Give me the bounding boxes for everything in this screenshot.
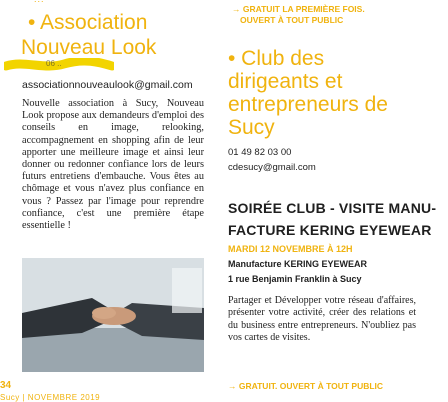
page-footer: Sucy | NOVEMBRE 2019 bbox=[0, 393, 101, 402]
bottom-note: → GRATUIT. OUVERT À TOUT PUBLIC bbox=[228, 381, 384, 391]
club-phone: 01 49 82 03 00 bbox=[228, 147, 292, 158]
top-note-line2: OUVERT À TOUT PUBLIC bbox=[240, 15, 344, 25]
handshake-photo bbox=[22, 258, 204, 372]
redacted-phone: 06 .. bbox=[46, 59, 62, 68]
club-title-line1: • Club des bbox=[228, 47, 325, 70]
club-title-line2: dirigeants et bbox=[228, 70, 343, 93]
association-title-line2: Nouveau Look bbox=[21, 36, 157, 59]
page-number: 34 bbox=[0, 380, 12, 391]
event-title-line1: SOIRÉE CLUB - VISITE MANU- bbox=[228, 200, 437, 216]
event-place: Manufacture KERING EYEWEAR bbox=[228, 259, 368, 269]
left-top-cut-text bbox=[34, 0, 45, 4]
association-email: associationnouveaulook@gmail.com bbox=[22, 79, 193, 91]
club-title-line4: Sucy bbox=[228, 116, 275, 139]
association-title-line1: • Association bbox=[28, 11, 148, 34]
club-title-line3: entrepreneurs de bbox=[228, 93, 388, 116]
event-date: MARDI 12 NOVEMBRE À 12H bbox=[228, 244, 353, 254]
club-email: cdesucy@gmail.com bbox=[228, 162, 316, 173]
event-description: Partager et Développer votre réseau d'affaires, présenter votre activité, créer des relations et du business entre entrepreneurs. N'oubliez pas vos cartes de visites. bbox=[228, 295, 416, 343]
event-address: 1 rue Benjamin Franklin à Sucy bbox=[228, 274, 362, 284]
top-note-line1: → GRATUIT LA PREMIÈRE FOIS. bbox=[232, 4, 365, 14]
event-title-line2: FACTURE KERING EYEWEAR bbox=[228, 222, 432, 238]
association-description: Nouvelle association à Sucy, Nouveau Look propose aux demandeurs d'emploi des conseils en image, relooking, accompagnement en shopping afin de leur apporter une meilleure image et ainsi leur donner ou redonner confiance lors de leurs futurs entretiens d'embauche. Vous êtes au chômage et vous n'avez plus confiance en vous ? Passez par l'image pour reprendre confiance, c'est une première étape essentielle ! bbox=[22, 98, 204, 232]
